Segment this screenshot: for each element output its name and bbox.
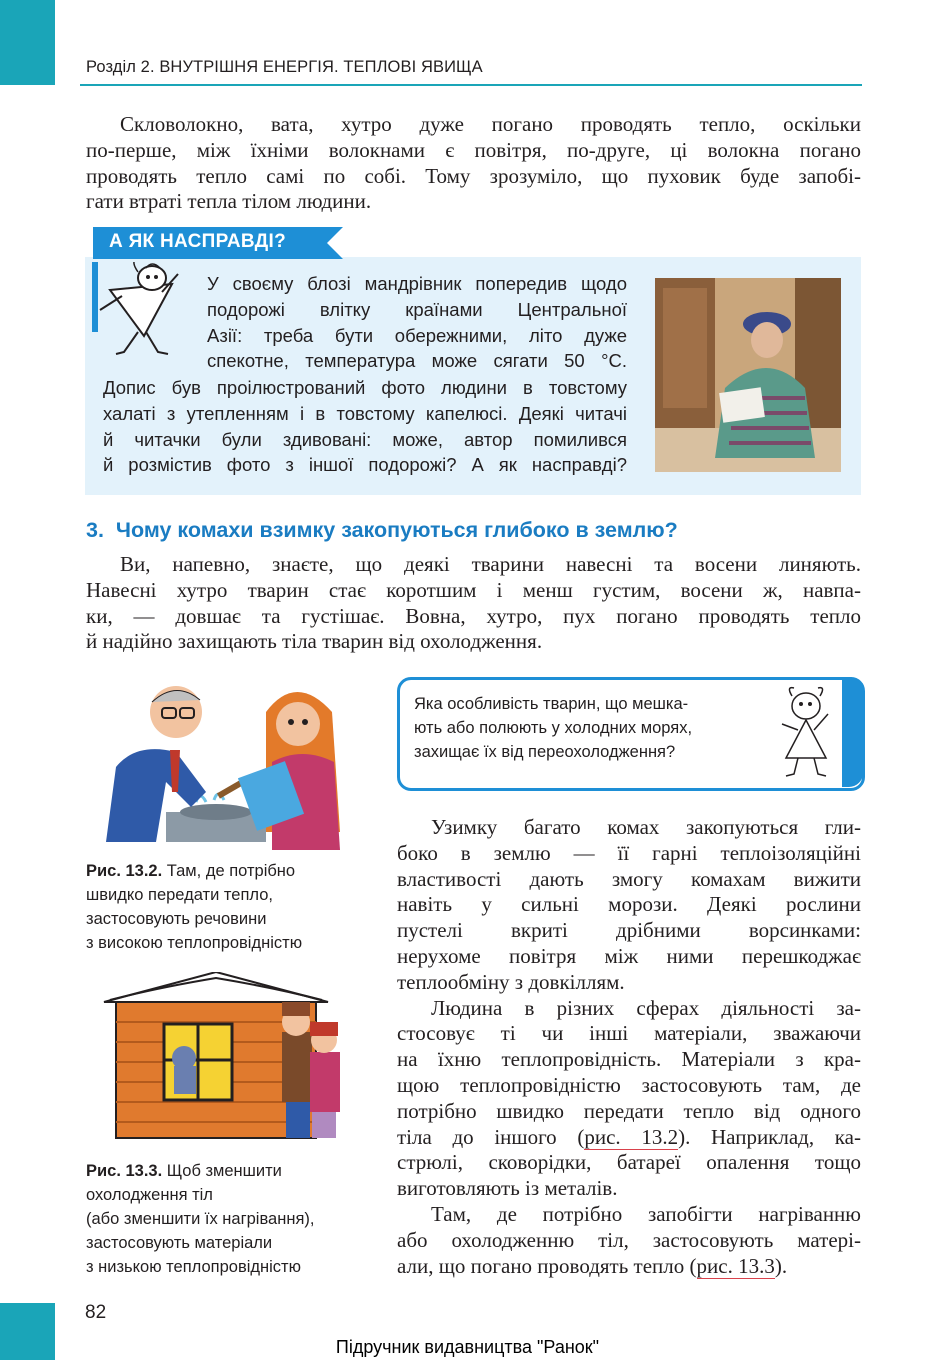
text-line: по-перше, між їхніми волокнами є повітря, по-друге, ці волокна погано bbox=[86, 137, 861, 162]
publisher-footer: Підручник видавництва "Ранок" bbox=[335, 1337, 600, 1357]
text-line: У своєму блозі мандрівник попередив щодо bbox=[207, 273, 627, 294]
caption-line: швидко передати тепло, bbox=[86, 886, 273, 904]
figure-13-2-caption bbox=[86, 859, 356, 955]
text-line: стрюлі, сковорідки, батареї опалення тощо bbox=[397, 1150, 861, 1175]
caption-line: (або зменшити їх нагрівання), bbox=[86, 1210, 315, 1228]
text-segment: тіла до іншого ( bbox=[397, 1124, 585, 1149]
figure-13-2-illustration bbox=[96, 672, 346, 850]
text-line: Узимку багато комах закопуються гли- bbox=[431, 815, 861, 839]
text-line: Допис був проілюстрований фото людини в товстому bbox=[103, 377, 627, 398]
figure-label: Рис. 13.2. bbox=[86, 862, 163, 880]
text-line: Людина в різних сферах діяльності за- bbox=[431, 995, 861, 1020]
question-text bbox=[414, 692, 692, 764]
question-box-accent bbox=[842, 677, 863, 787]
really-box-text-short bbox=[207, 271, 627, 374]
text-line: проводять тепло самі по собі. Тому зрозуміло, що пуховик буде запобі- bbox=[86, 163, 861, 188]
text-line: Там, де потрібно запобігти нагріванню bbox=[431, 1201, 861, 1226]
text-segment: али, що погано проводять тепло ( bbox=[397, 1253, 697, 1278]
page-number: 82 bbox=[85, 1302, 107, 1323]
section3-paragraph bbox=[86, 552, 861, 655]
mascot-thinking-icon bbox=[86, 262, 196, 362]
text-line: виготовляють із металів. bbox=[397, 1176, 618, 1201]
figure-label: Рис. 13.3. bbox=[86, 1162, 163, 1180]
text-segment: ). bbox=[774, 1253, 788, 1278]
text-line: спекотне, температура може сягати 50 °С. bbox=[207, 350, 627, 372]
really-box-title: А ЯК НАСПРАВДІ? bbox=[109, 231, 286, 252]
text-line: Скловолокно, вата, хутро дуже погано проводять тепло, оскільки bbox=[120, 112, 861, 136]
text-segment: ). Наприклад, ка- bbox=[678, 1124, 861, 1149]
text-line: Яка особливість тварин, що мешка- bbox=[414, 695, 689, 713]
intro-paragraph bbox=[86, 112, 861, 215]
text-line: пустелі вкриті дрібними ворсинками: bbox=[397, 918, 861, 943]
caption-line: охолодження тіл bbox=[86, 1186, 213, 1204]
text-line: на їхню теплопровідність. Матеріали з кра- bbox=[397, 1047, 861, 1072]
caption-line: застосовують речовини bbox=[86, 910, 267, 928]
text-line: халаті з утепленням і в товстому капелюсі. Деякі читачі bbox=[103, 402, 627, 424]
caption-line: з низькою теплопровідністю bbox=[86, 1258, 301, 1276]
text-line: Азії: треба бути обережними, літо дуже bbox=[207, 324, 627, 346]
text-line: навіть у сильні морози. Деякі рослини bbox=[397, 892, 861, 917]
text-line: гати втраті тепла тілом людини. bbox=[86, 189, 372, 214]
text-line: ки, — довшає та густішає. Вовна, хутро, пух погано проводять тепло bbox=[86, 603, 861, 628]
mascot-girl-icon bbox=[772, 684, 838, 778]
section3-title: Чому комахи взимку закопуються глибоко в землю? bbox=[115, 518, 678, 542]
corner-tab-top bbox=[0, 0, 55, 85]
figure-13-3-caption bbox=[86, 1159, 366, 1279]
figure-reference-13-3[interactable]: рис. 13.3 bbox=[696, 1253, 775, 1278]
text-line: щою теплопровідністю застосовують там, де bbox=[397, 1072, 861, 1097]
text-line: боко в землю — її гарні теплоізоляційні bbox=[397, 840, 861, 865]
really-box-text-long bbox=[103, 375, 627, 478]
caption-line: Щоб зменшити bbox=[166, 1162, 282, 1180]
text-line: потрібно швидко передати тепло від одного bbox=[397, 1098, 861, 1123]
figure-13-3-illustration bbox=[96, 972, 366, 1144]
header-rule bbox=[80, 84, 862, 86]
traveler-photo bbox=[655, 278, 841, 472]
caption-line: з високою теплопровідністю bbox=[86, 934, 303, 952]
text-line: Навесні хутро тварин стає коротшим і менш густим, восени ж, навпа- bbox=[86, 577, 861, 602]
right-column-text bbox=[397, 815, 861, 1279]
caption-line: застосовують матеріали bbox=[86, 1234, 273, 1252]
text-line: й читачки були здивовані: може, автор помилився bbox=[103, 428, 627, 450]
text-line: нерухоме повітря між ними перешкоджає bbox=[397, 943, 861, 968]
text-line: захищає їх від переохолодження? bbox=[414, 743, 676, 761]
section-header: Розділ 2. ВНУТРІШНЯ ЕНЕРГІЯ. ТЕПЛОВІ ЯВИЩА bbox=[86, 58, 483, 76]
section3-number: 3. bbox=[86, 518, 104, 542]
caption-line: Там, де потрібно bbox=[166, 862, 296, 880]
text-line: подорожі влітку країнами Центральної bbox=[207, 298, 627, 320]
text-line: ють або полюють у холодних морях, bbox=[414, 719, 693, 737]
text-line: властивості дають змогу комахам вижити bbox=[397, 866, 861, 891]
text-line: й розмістив фото з іншої подорожі? А як насправді? bbox=[103, 454, 627, 476]
text-line bbox=[397, 1254, 861, 1280]
text-line: й надійно захищають тіла тварин від охолодження. bbox=[86, 629, 543, 654]
text-line: стосовує ті чи інші матеріали, зважаючи bbox=[397, 1021, 861, 1046]
figure-reference-13-2[interactable]: рис. 13.2 bbox=[584, 1124, 679, 1149]
text-line: теплообміну з довкіллям. bbox=[397, 969, 625, 994]
text-line: Ви, напевно, знаєте, що деякі тварини навесні та восени линяють. bbox=[120, 552, 861, 576]
text-line bbox=[397, 1125, 861, 1151]
text-line: або охолодженню тіл, застосовують матері- bbox=[397, 1227, 861, 1252]
section3-heading bbox=[86, 518, 678, 543]
